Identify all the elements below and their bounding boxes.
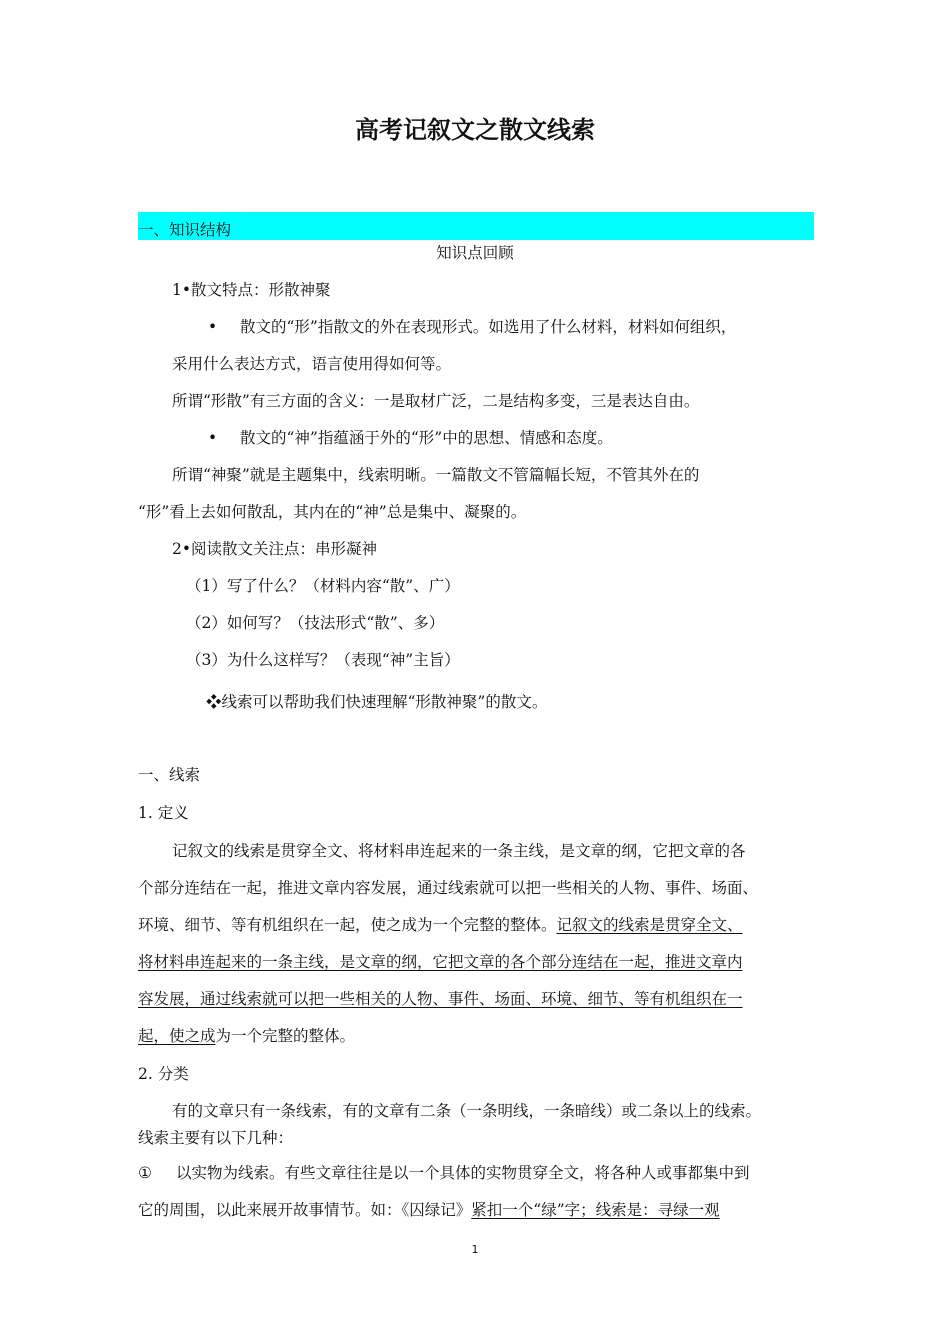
subheading-review: 知识点回顾	[436, 244, 514, 262]
type-1-line-2	[138, 1200, 720, 1220]
definition-line-6	[138, 1026, 355, 1046]
definition-line-4: 将材料串连起来的一条主线，是文章的纲，它把文章的各个部分连结在一起，推进文章内	[138, 953, 743, 971]
note-clue: ❖线索可以帮助我们快速理解“形散神聚”的散文。	[206, 693, 548, 711]
section-heading-band	[138, 212, 814, 240]
item-essay-features: 1•散文特点：形散神聚	[172, 281, 331, 299]
definition-line-6-underlined: 起，使之成	[138, 1027, 216, 1045]
bullet-form-line-2: 采用什么表达方式，语言使用得如何等。	[172, 355, 452, 373]
definition-line-6-plain: 为一个完整的整体。	[215, 1027, 356, 1045]
section-heading-knowledge-structure: 一、知识结构	[138, 221, 232, 239]
question-3: （3）为什么这样写？（表现“神”主旨）	[186, 651, 460, 669]
para-spirit-line-2: “形”看上去如何散乱，其内在的“神”总是集中、凝聚的。	[138, 503, 527, 521]
question-1: （1）写了什么？（材料内容“散”、广）	[186, 577, 460, 595]
bullet-form-line-1: 散文的“形”指散文的外在表现形式。如选用了什么材料，材料如何组织，	[240, 318, 737, 336]
classification-heading: 2. 分类	[138, 1065, 189, 1083]
para-form-scatter: 所谓“形散”有三方面的含义：一是取材广泛，二是结构多变，三是表达自由。	[172, 392, 700, 410]
bullet-icon: •	[208, 429, 218, 447]
document-title: 高考记叙文之散文线索	[355, 116, 595, 144]
section-heading-clue: 一、线索	[138, 766, 201, 784]
item-reading-focus: 2•阅读散文关注点：串形凝神	[172, 540, 378, 558]
type-1-line-2-underlined: 紧扣一个“绿”字；线索是：寻绿一观	[471, 1201, 720, 1219]
definition-line-5: 容发展，通过线索就可以把一些相关的人物、事件、场面、环境、细节、等有机组织在一	[138, 990, 743, 1008]
definition-line-2: 个部分连结在一起，推进文章内容发展，通过线索就可以把一些相关的人物、事件、场面、	[138, 879, 759, 897]
definition-line-3-underlined: 记叙文的线索是贯穿全文、	[556, 916, 743, 934]
page-number: 1	[471, 1243, 479, 1256]
type-1-line-1: 以实物为线索。有些文章往往是以一个具体的实物贯穿全文，将各种人或事都集中到	[176, 1164, 750, 1182]
para-spirit-line-1: 所谓“神聚”就是主题集中，线索明晰。一篇散文不管篇幅长短，不管其外在的	[172, 466, 700, 484]
type-1-line-2-plain: 它的周围，以此来展开故事情节。如：《囚绿记》	[138, 1201, 472, 1219]
bullet-spirit: 散文的“神”指蕴涵于外的“形”中的思想、情感和态度。	[240, 429, 613, 447]
definition-line-3-plain: 环境、细节、等有机组织在一起，使之成为一个完整的整体。	[138, 916, 557, 934]
question-2: （2）如何写？（技法形式“散”、多）	[186, 614, 445, 632]
definition-line-3	[138, 915, 743, 935]
definition-heading: 1. 定义	[138, 804, 189, 822]
classification-line-1: 有的文章只有一条线索，有的文章有二条（一条明线，一条暗线）或二条以上的线索。	[172, 1102, 762, 1120]
type-1-number: ①	[138, 1164, 152, 1182]
classification-line-2: 线索主要有以下几种：	[138, 1129, 294, 1147]
bullet-icon: •	[208, 318, 218, 336]
definition-line-1: 记叙文的线索是贯穿全文、将材料串连起来的一条主线，是文章的纲，它把文章的各	[172, 842, 746, 860]
